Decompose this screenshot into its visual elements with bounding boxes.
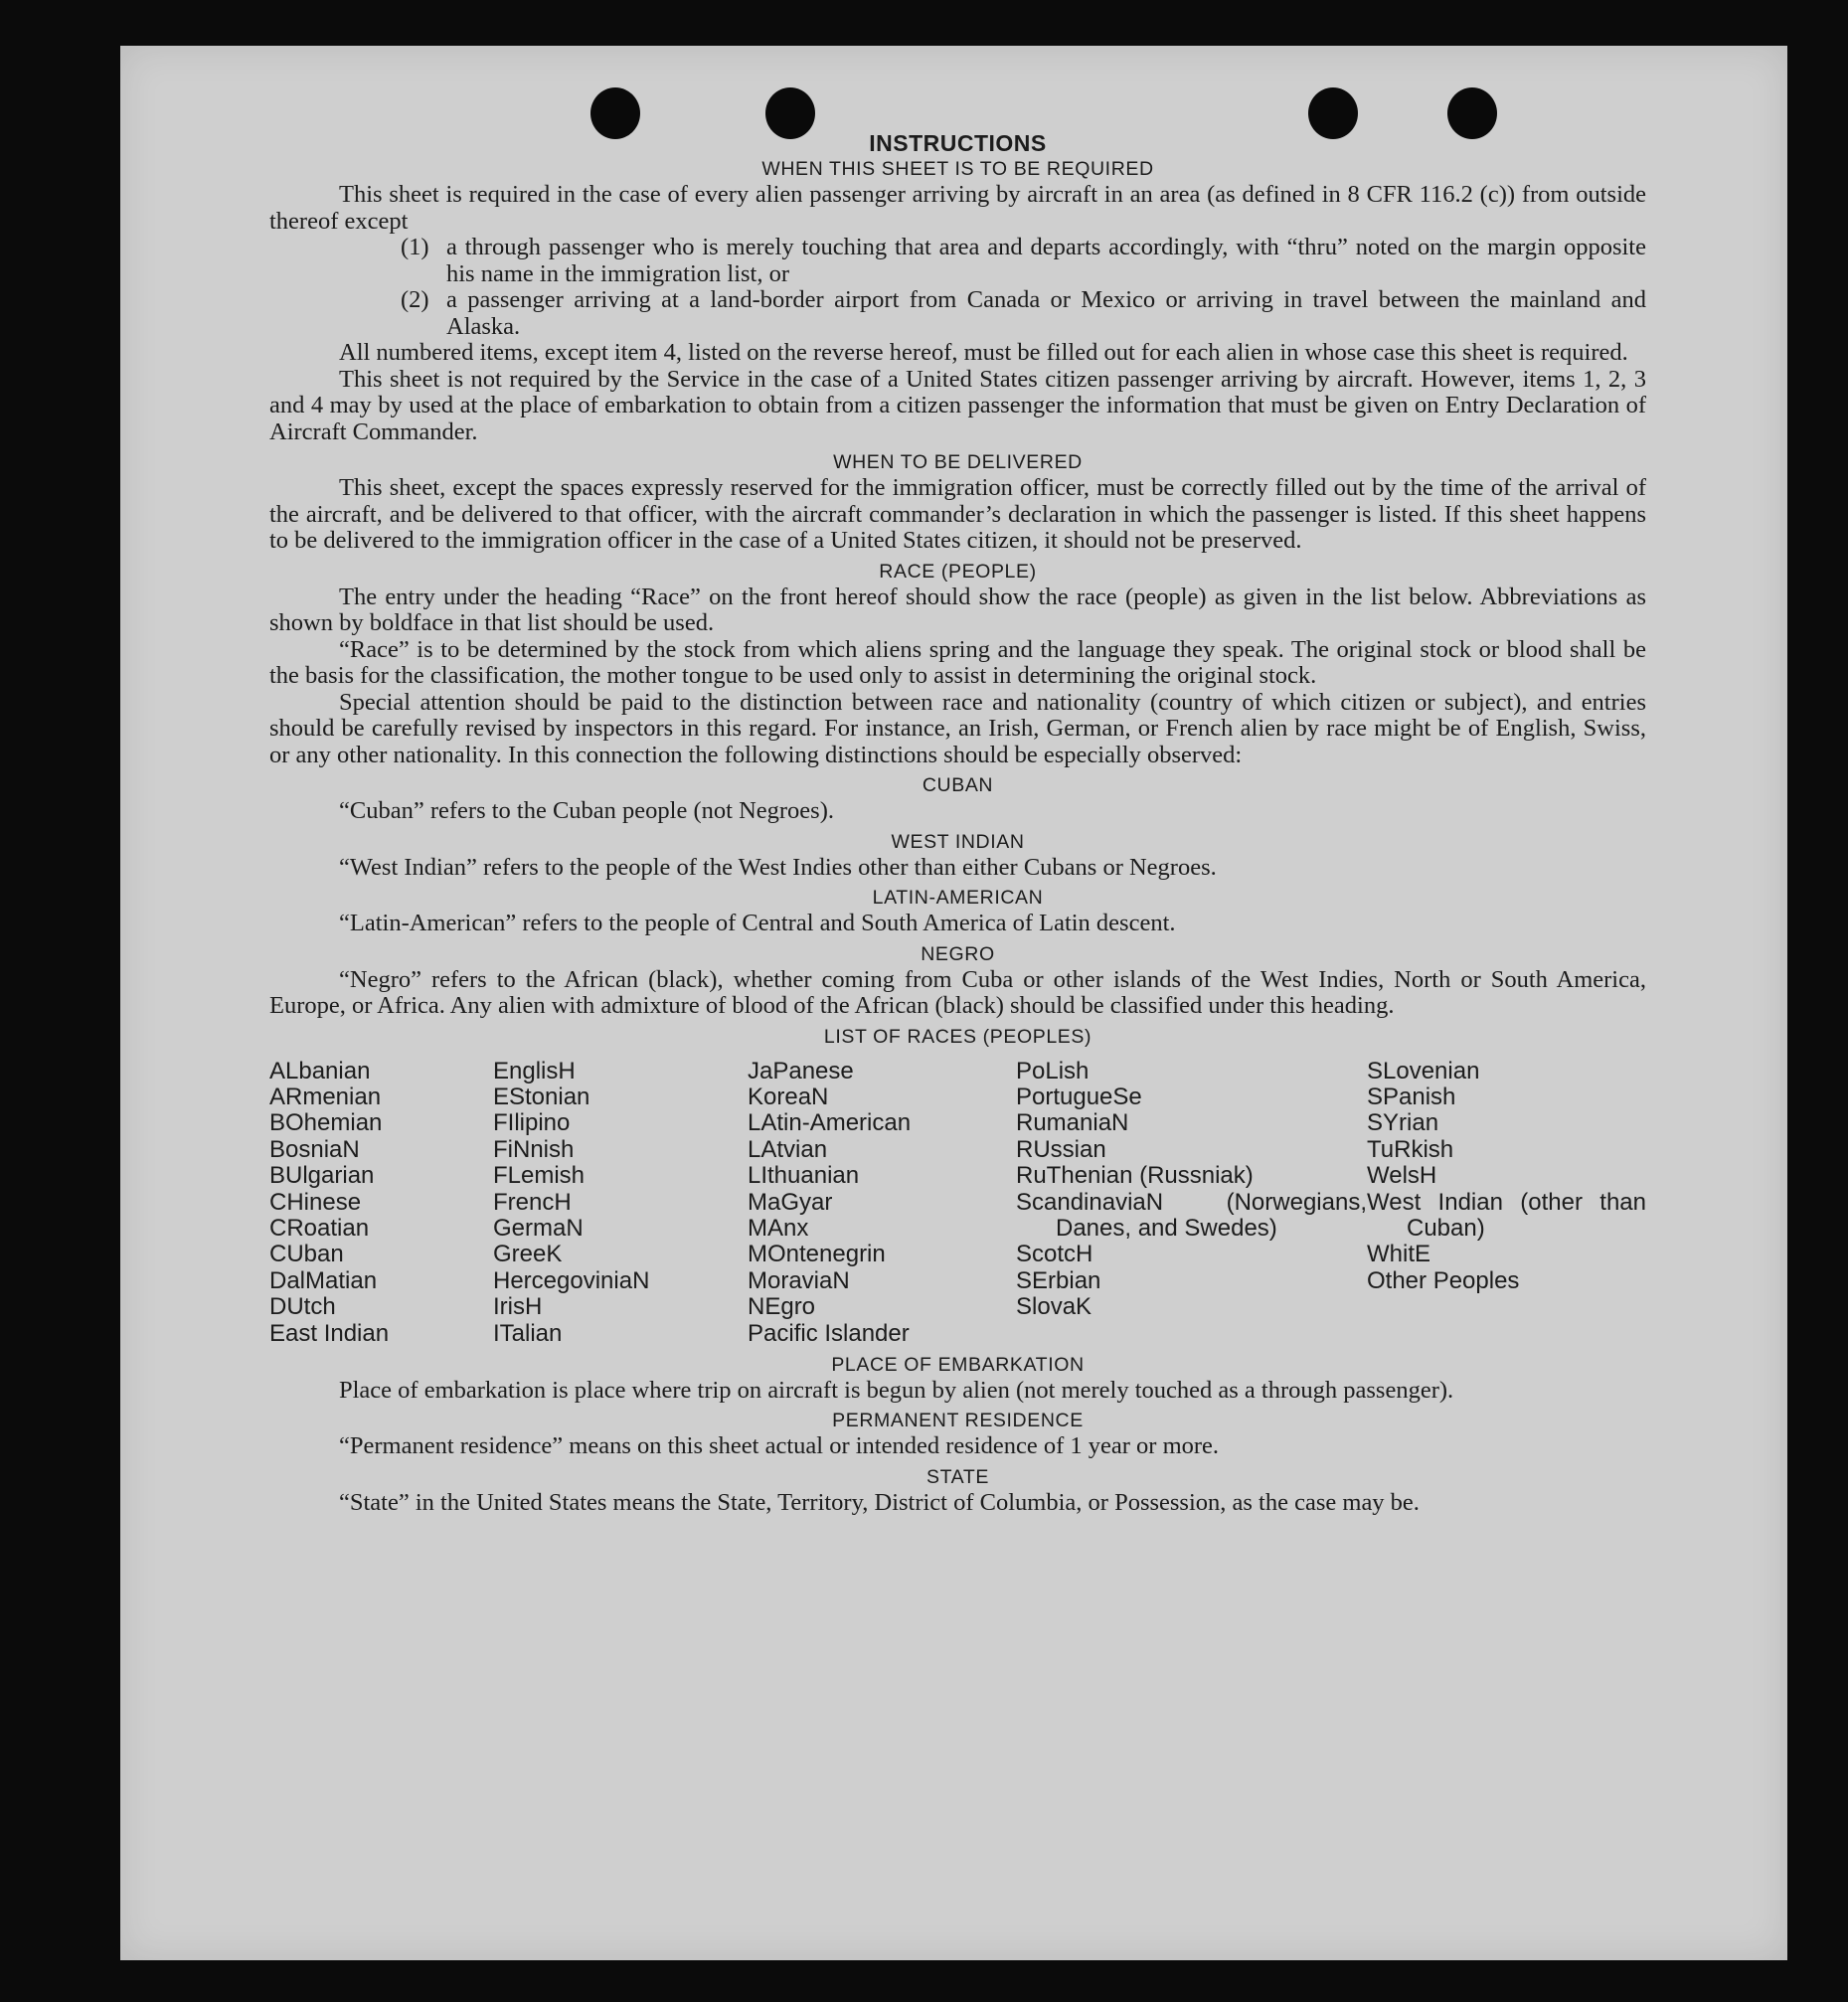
- race-entry: Pacific Islander: [748, 1319, 910, 1347]
- race-entry: MAnx: [748, 1214, 809, 1242]
- race-entry: FIlipino: [493, 1109, 571, 1137]
- item-text: a through passenger who is merely touching that area and departs accordingly, with “thru” noted on the margin opposite his name in the immigration list, or: [446, 234, 1646, 287]
- race-entry: FiNnish: [493, 1135, 575, 1163]
- section-heading-cuban: CUBAN: [922, 774, 994, 796]
- race-entry: RuThenian (Russniak): [1016, 1162, 1254, 1190]
- paragraph: “Cuban” refers to the Cuban people (not Negroes).: [339, 797, 834, 824]
- race-entry: SPanish: [1367, 1083, 1456, 1110]
- races-column: [1016, 1059, 1367, 1347]
- race-entry: GreeK: [493, 1241, 563, 1268]
- race-entry: EStonian: [493, 1083, 590, 1110]
- item-number: (2): [401, 286, 429, 313]
- section-heading-race: RACE (PEOPLE): [879, 560, 1037, 583]
- race-entry: RUssian: [1016, 1135, 1106, 1163]
- race-entry: RumaniaN: [1016, 1109, 1129, 1137]
- paragraph: All numbered items, except item 4, listed on the reverse hereof, must be filled out for each alien in whose case this sheet is required.: [339, 339, 1628, 366]
- list-item: [269, 287, 1646, 340]
- page-title: INSTRUCTIONS: [869, 130, 1047, 156]
- race-entry: WhitE: [1367, 1241, 1431, 1268]
- item-number: (1): [401, 234, 429, 260]
- races-column: [269, 1059, 493, 1347]
- section-heading-list-of-races: LIST OF RACES (PEOPLES): [823, 1025, 1092, 1048]
- paragraph: “Permanent residence” means on this sheet actual or intended residence of 1 year or more.: [339, 1432, 1220, 1460]
- race-entry: Other Peoples: [1367, 1266, 1520, 1294]
- paragraph: “State” in the United States means the State, Territory, District of Columbia, or Possession, as the case may be.: [339, 1488, 1420, 1516]
- races-column: [493, 1059, 748, 1347]
- section-heading-when-required: WHEN THIS SHEET IS TO BE REQUIRED: [761, 158, 1154, 180]
- document-page: [120, 46, 1787, 1960]
- race-entry: ITalian: [493, 1319, 563, 1347]
- section-heading-embarkation: PLACE OF EMBARKATION: [831, 1353, 1085, 1376]
- race-entry: MOntenegrin: [748, 1241, 886, 1268]
- races-column: [748, 1059, 1016, 1347]
- race-entry: SErbian: [1016, 1266, 1101, 1294]
- paragraph: Place of embarkation is place where trip on aircraft is begun by alien (not merely touched as a through passenger).: [339, 1376, 1454, 1404]
- race-entry: LIthuanian: [748, 1162, 860, 1190]
- section-heading-negro: NEGRO: [921, 942, 995, 965]
- race-entry: EnglisH: [493, 1057, 576, 1084]
- paragraph: This sheet, except the spaces expressly reserved for the immigration officer, must be correctly filled out by the time of the arrival of the aircraft, and be delivered to that officer, with the aircraft commander’s declaration in which the passenger is listed. If this sheet happens to be delivered to the immigration officer in the case of a United States citizen, it should not be preserved.: [269, 474, 1646, 554]
- race-entry: GermaN: [493, 1214, 584, 1242]
- race-entry: FLemish: [493, 1162, 586, 1190]
- paragraph: The entry under the heading “Race” on the front hereof should show the race (people) as given in the list below. Abbreviations as shown by boldface in that list should be used.: [269, 583, 1646, 636]
- section-heading-permanent-residence: PERMANENT RESIDENCE: [832, 1410, 1084, 1432]
- races-list: [269, 1059, 1646, 1347]
- race-entry: PoLish: [1016, 1057, 1090, 1084]
- race-entry: JaPanese: [748, 1057, 854, 1084]
- paragraph: “Negro” refers to the African (black), whether coming from Cuba or other islands of the West Indies, North or South America, Europe, or Africa. Any alien with admixture of blood of the African (black) should be classified under this heading.: [269, 965, 1646, 1019]
- race-entry: BUlgarian: [269, 1162, 375, 1190]
- race-entry: West Indian (other than Cuban): [1367, 1188, 1646, 1242]
- race-entry: HercegoviniaN: [493, 1266, 650, 1294]
- paragraph: “Race” is to be determined by the stock from which aliens spring and the language they speak. The original stock or blood shall be the basis for the classification, the mother tongue to be used only to assist in determining the original stock.: [269, 635, 1646, 689]
- race-entry: SYrian: [1367, 1109, 1439, 1137]
- race-entry: ARmenian: [269, 1083, 382, 1110]
- race-entry: CHinese: [269, 1188, 362, 1216]
- section-heading-latin-american: LATIN-AMERICAN: [872, 887, 1044, 909]
- item-text: a passenger arriving at a land-border airport from Canada or Mexico or arriving in travel between the mainland and Alaska.: [446, 286, 1646, 340]
- race-entry: East Indian: [269, 1319, 390, 1347]
- section-heading-west-indian: WEST INDIAN: [891, 830, 1025, 853]
- race-entry: SlovaK: [1016, 1293, 1092, 1321]
- race-entry: TuRkish: [1367, 1135, 1454, 1163]
- race-entry: DUtch: [269, 1293, 336, 1321]
- instructions-body: [269, 129, 1646, 1516]
- race-entry: ScandinaviaN (Norwegians, Danes, and Swedes): [1016, 1188, 1367, 1242]
- race-entry: WelsH: [1367, 1162, 1437, 1190]
- race-entry: DalMatian: [269, 1266, 378, 1294]
- race-entry: SLovenian: [1367, 1057, 1480, 1084]
- race-entry: MoraviaN: [748, 1266, 850, 1294]
- race-entry: CUban: [269, 1241, 344, 1268]
- race-entry: MaGyar: [748, 1188, 833, 1216]
- race-entry: IrisH: [493, 1293, 543, 1321]
- race-entry: BOhemian: [269, 1109, 383, 1137]
- race-entry: NEgro: [748, 1293, 816, 1321]
- race-entry: KoreaN: [748, 1083, 829, 1110]
- section-heading-when-delivered: WHEN TO BE DELIVERED: [833, 451, 1083, 473]
- race-entry: CRoatian: [269, 1214, 370, 1242]
- list-item: [269, 235, 1646, 287]
- section-heading-state: STATE: [926, 1465, 989, 1488]
- paragraph: Special attention should be paid to the distinction between race and nationality (country of which citizen or subject), and entries should be carefully revised by inspectors in this regard. For instance, an Irish, German, or French alien by race might be of English, Swiss, or any other nationality. In this connection the following distinctions should be especially observed:: [269, 688, 1646, 768]
- race-entry: BosniaN: [269, 1135, 360, 1163]
- race-entry: LAtin-American: [748, 1109, 912, 1137]
- race-entry: FrencH: [493, 1188, 572, 1216]
- paragraph: This sheet is not required by the Service in the case of a United States citizen passenger arriving by aircraft. However, items 1, 2, 3 and 4 may by used at the place of embarkation to obtain from a citizen passenger the information that must be given on Entry Declaration of Aircraft Commander.: [269, 365, 1646, 445]
- race-entry: LAtvian: [748, 1135, 828, 1163]
- paragraph: “West Indian” refers to the people of the West Indies other than either Cubans or Negroes.: [339, 853, 1217, 881]
- race-entry: ScotcH: [1016, 1241, 1093, 1268]
- paragraph: “Latin-American” refers to the people of Central and South America of Latin descent.: [339, 910, 1176, 936]
- races-column: [1367, 1059, 1646, 1347]
- race-entry: PortugueSe: [1016, 1083, 1142, 1110]
- race-entry: ALbanian: [269, 1057, 371, 1084]
- paragraph: This sheet is required in the case of every alien passenger arriving by aircraft in an area (as defined in 8 CFR 116.2 (c)) from outside thereof except: [269, 181, 1646, 235]
